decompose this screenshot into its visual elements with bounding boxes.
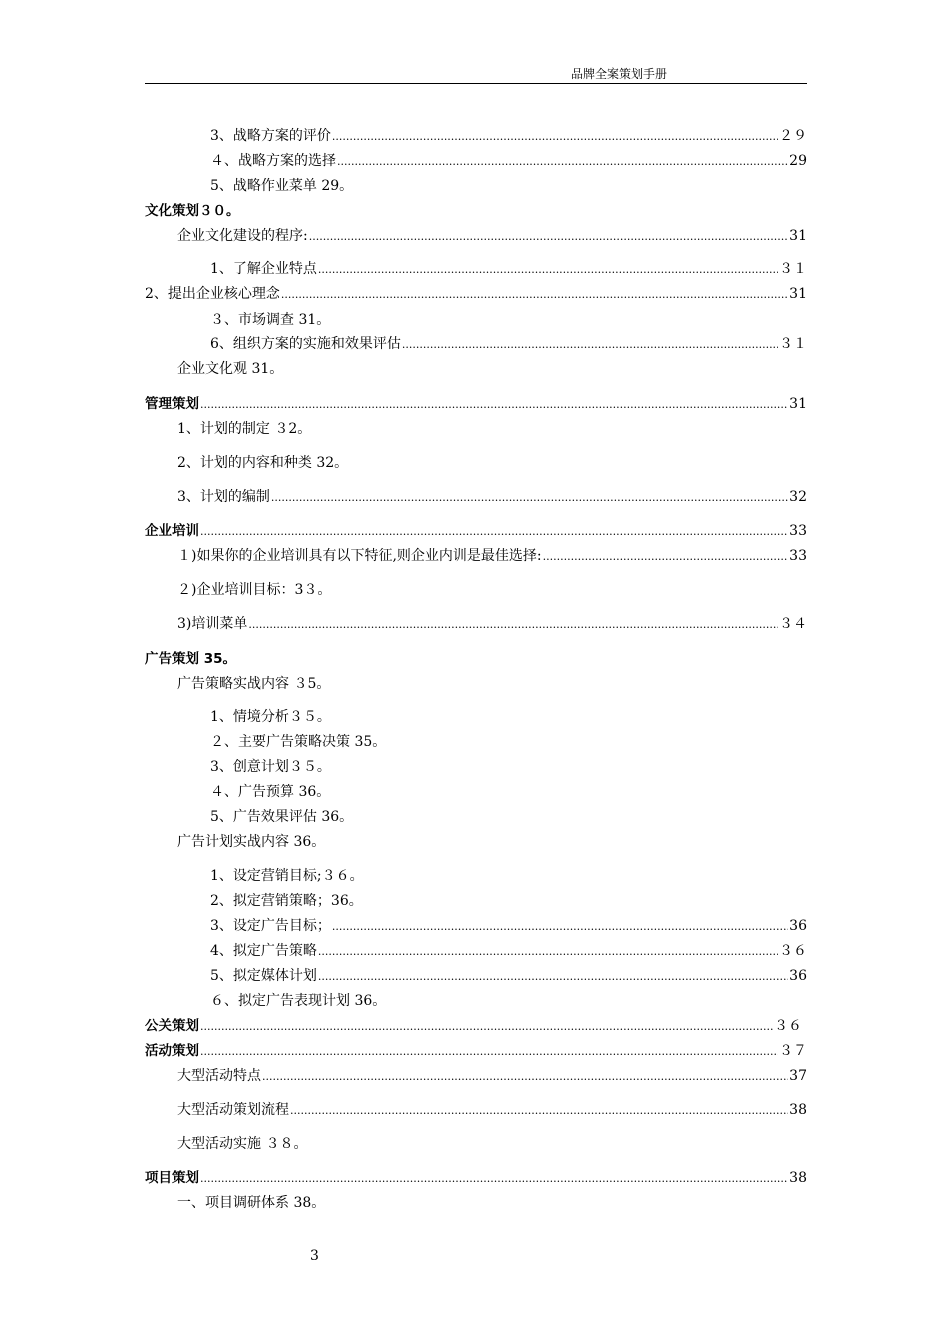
toc-entry[interactable]: ２)企业培训目标：3３。 [177,582,332,598]
toc-entry[interactable]: 3)培训菜单 ..... ３４ [177,613,807,635]
header-title: 品牌全案策划手册 [570,67,667,81]
toc-entry[interactable]: 广告策略实战内容 ３5。 [177,676,331,692]
page-number: 3 [310,1248,319,1264]
toc-entry[interactable]: 文化策划３０。 [145,203,240,219]
toc-entry[interactable]: 4、拟定广告策略 ..... ３６ [210,940,807,962]
toc-entry[interactable]: ３、市场调查 31。 [210,312,331,328]
toc-entry[interactable]: 2、拟定营销策略；36。 [210,893,363,909]
toc-entry[interactable]: ４、广告预算 36。 [210,784,331,800]
toc-entry[interactable]: 5、战略作业菜单 29。 [210,178,354,194]
toc-entry[interactable]: 大型活动实施 ３８。 [177,1136,308,1152]
toc-entry[interactable]: 1、设定营销目标;３６。 [210,868,364,884]
toc-entry[interactable]: ６、拟定广告表现计划 36。 [210,993,387,1009]
toc-entry[interactable]: １)如果你的企业培训具有以下特征,则企业内训是最佳选择: ..... 33 [177,545,807,567]
toc-entry[interactable]: 3、设定广告目标； ..... 36 [210,915,807,937]
toc-entry[interactable]: 2、计划的内容和种类 32。 [177,455,349,471]
toc-entry[interactable]: 大型活动特点 ..... 37 [177,1065,807,1087]
toc-entry[interactable]: 3、计划的编制 ..... 32 [177,486,807,508]
toc-entry[interactable]: 项目策划 ..... 38 [145,1167,807,1189]
toc-entry[interactable]: 1、情境分析３５。 [210,709,331,725]
toc-entry[interactable]: ４、战略方案的选择 ..... 29 [210,150,807,172]
toc-entry[interactable]: 1、计划的制定 ３2。 [177,421,312,437]
toc-entry[interactable]: 广告计划实战内容 36。 [177,834,326,850]
toc-entry[interactable]: 企业文化建设的程序: ..... 31 [177,225,807,247]
toc-entry[interactable]: 管理策划 ..... 31 [145,393,807,415]
toc-entry[interactable]: 企业文化观 31。 [177,361,284,377]
toc-entry[interactable]: 一、项目调研体系 38。 [177,1195,326,1211]
toc-entry[interactable]: 5、拟定媒体计划 ..... 36 [210,965,807,987]
toc-entry[interactable]: 1、了解企业特点 ..... ３１ [210,258,807,280]
toc-entry[interactable]: 公关策划 ..... ３６ [145,1015,802,1037]
toc-entry[interactable]: ２、主要广告策略决策 35。 [210,734,387,750]
toc-entry[interactable]: 2、提出企业核心理念 ..... 31 [145,283,807,305]
toc-entry[interactable]: 活动策划 ..... ３７ [145,1040,807,1062]
toc-entry[interactable]: 企业培训 ..... 33 [145,520,807,542]
toc-entry[interactable]: 3、战略方案的评价 ..... ２９ [210,125,807,147]
toc-entry[interactable]: 6、组织方案的实施和效果评估 ..... ３１ [210,333,807,355]
toc-entry[interactable]: 广告策划 35。 [145,651,236,667]
toc-entry[interactable]: 5、广告效果评估 36。 [210,809,354,825]
toc-entry[interactable]: 大型活动策划流程 ..... 38 [177,1099,807,1121]
toc-entry[interactable]: 3、创意计划３５。 [210,759,331,775]
